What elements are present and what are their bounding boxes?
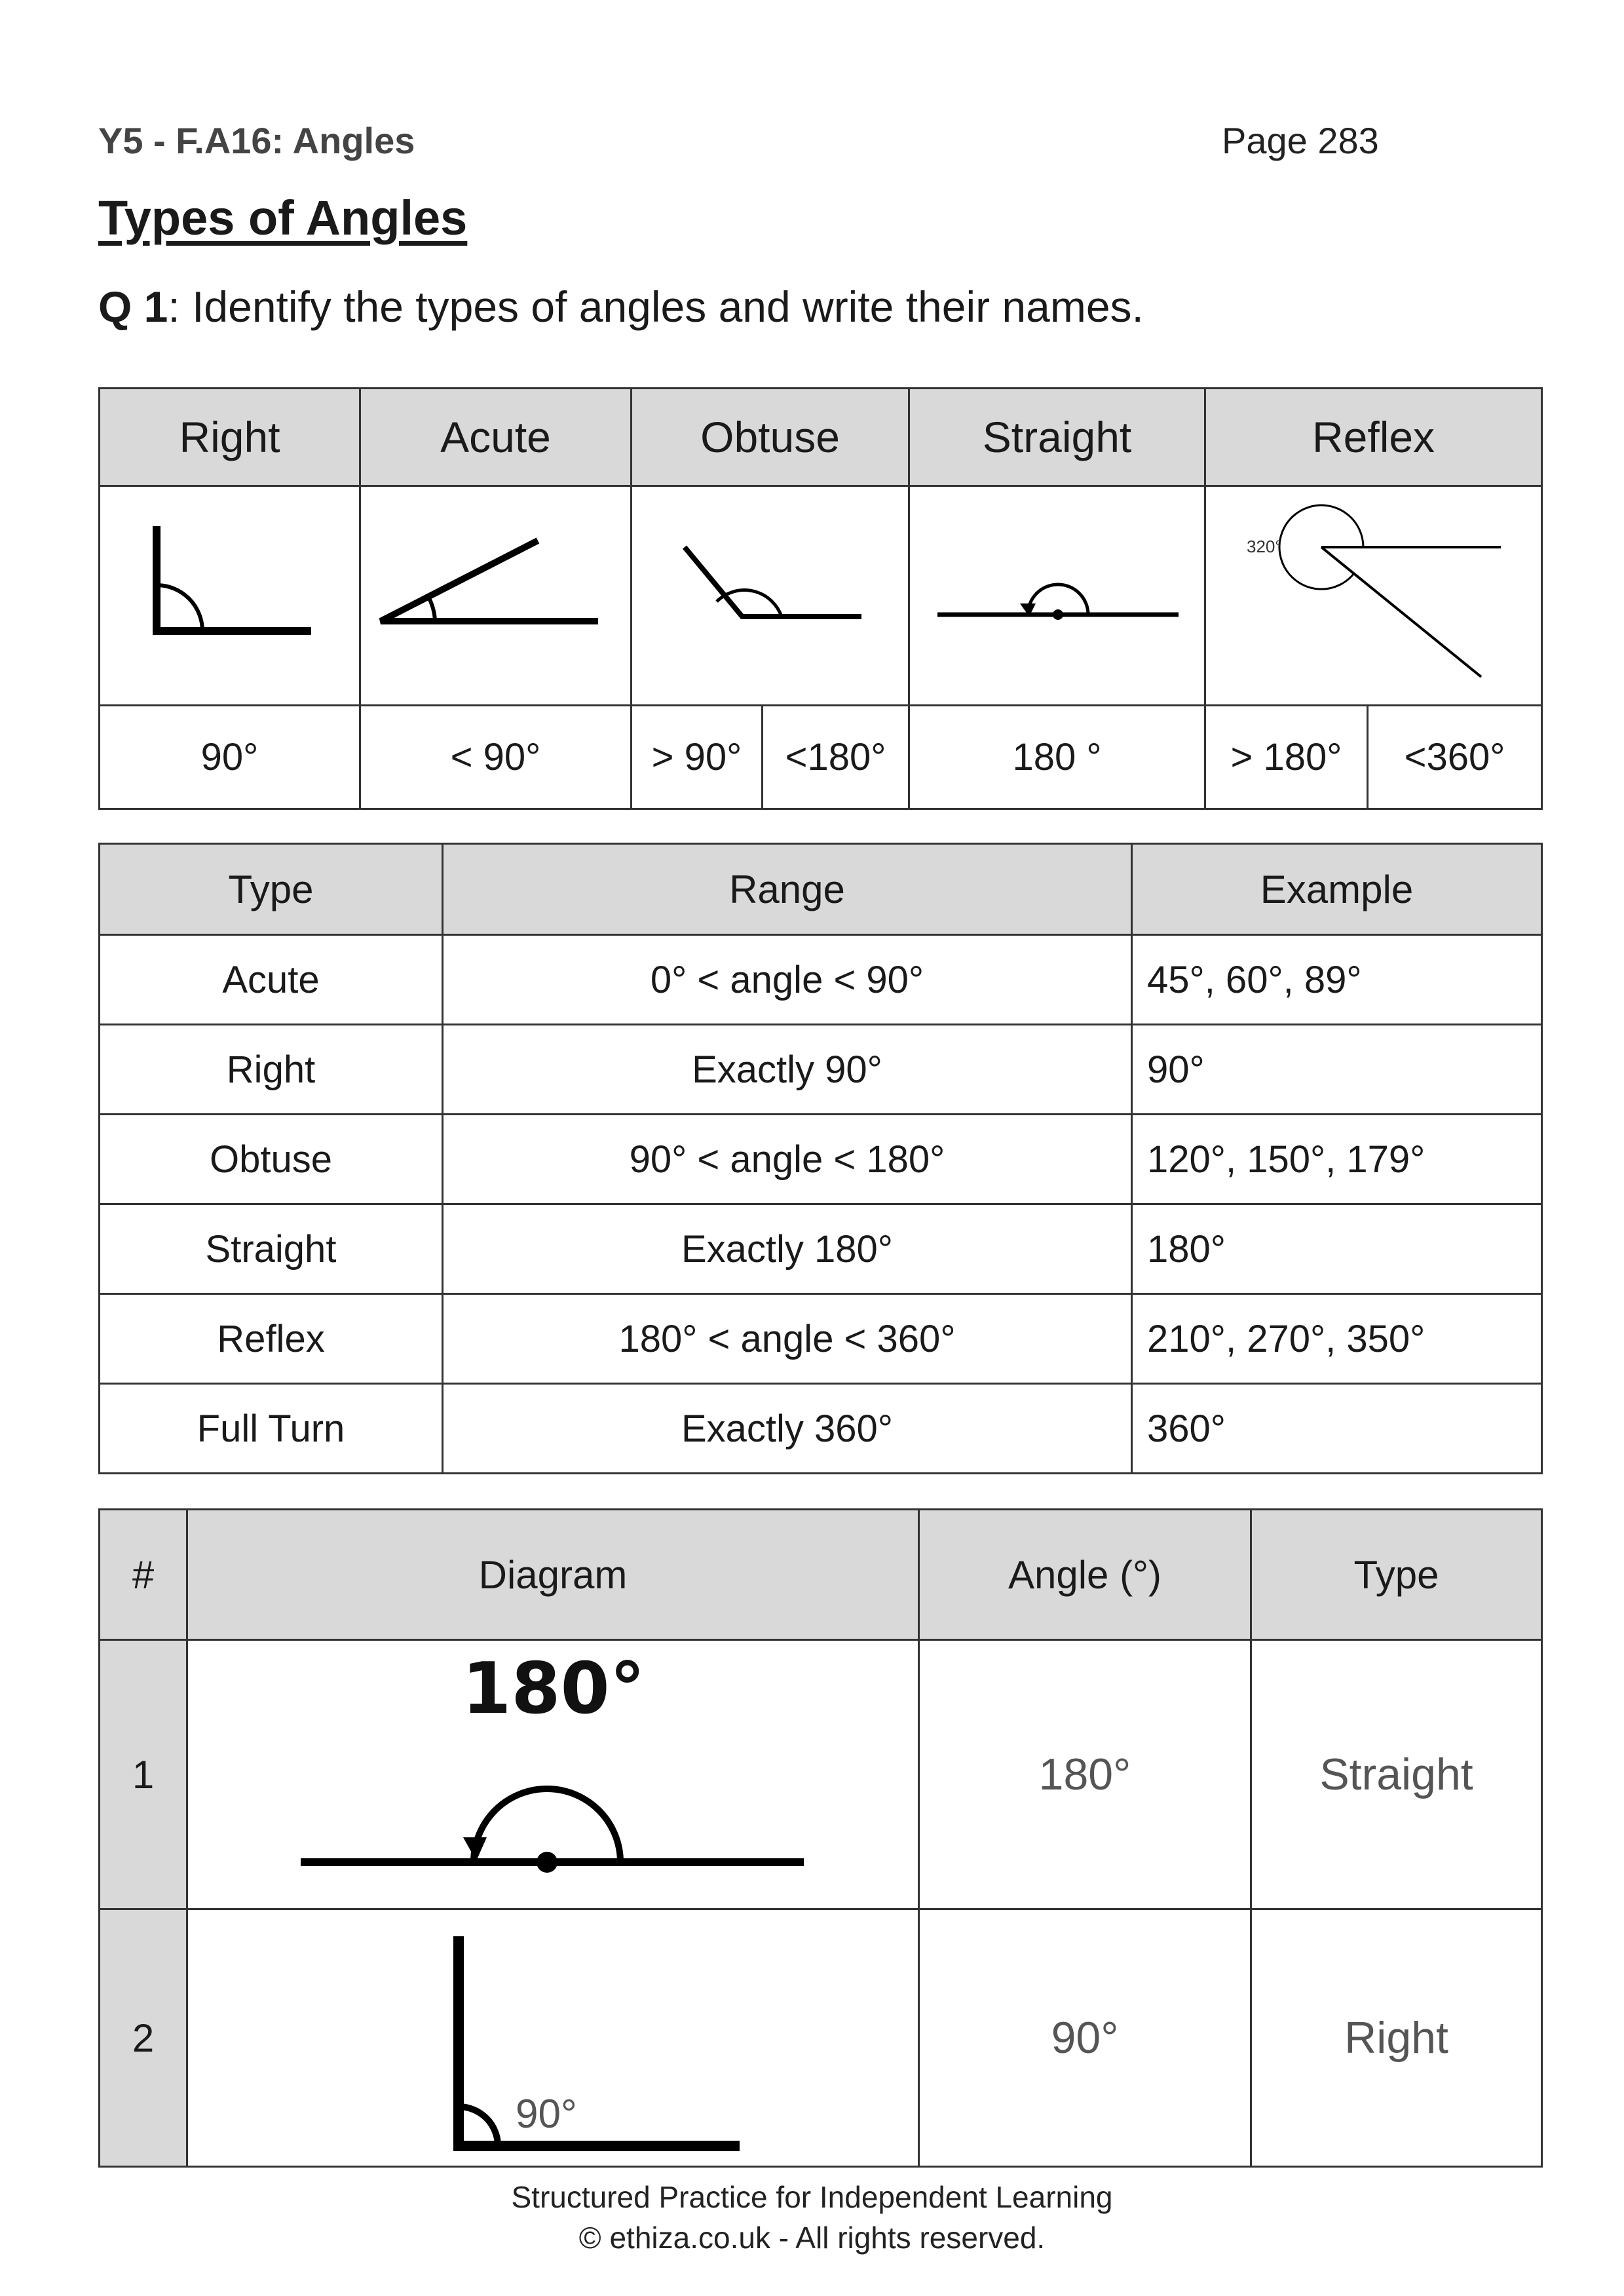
straight-value: 180 ° bbox=[909, 706, 1205, 809]
header-right: Right bbox=[100, 389, 360, 486]
table-row bbox=[100, 1115, 1542, 1204]
reflex-label: 320° bbox=[1247, 537, 1282, 556]
col-number: # bbox=[100, 1510, 187, 1640]
example-cell: 90° bbox=[1132, 1025, 1542, 1115]
range-cell: 180° < angle < 360° bbox=[443, 1294, 1132, 1384]
header-straight: Straight bbox=[909, 389, 1205, 486]
table-row bbox=[100, 1909, 1542, 2167]
answer-type: Straight bbox=[1251, 1640, 1542, 1909]
example-cell: 210°, 270°, 350° bbox=[1132, 1294, 1542, 1384]
row-number: 2 bbox=[100, 1909, 187, 2167]
range-cell: Exactly 90° bbox=[443, 1025, 1132, 1115]
answer-type: Right bbox=[1251, 1909, 1542, 2167]
table-row bbox=[100, 1384, 1542, 1474]
table-row bbox=[100, 1204, 1542, 1294]
straight-angle-diagram bbox=[187, 1640, 919, 1909]
page-title: Types of Angles bbox=[98, 191, 468, 245]
range-cell: Exactly 180° bbox=[443, 1204, 1132, 1294]
example-cell: 45°, 60°, 89° bbox=[1132, 935, 1542, 1025]
angle-range-table bbox=[98, 843, 1543, 1474]
row-number: 1 bbox=[100, 1640, 187, 1909]
example-cell: 180° bbox=[1132, 1204, 1542, 1294]
col-range: Range bbox=[443, 844, 1132, 935]
reflex-angle-figure bbox=[1205, 486, 1542, 706]
footer-copyright: © ethiza.co.uk - All rights reserved. bbox=[578, 2221, 1046, 2255]
table-row bbox=[100, 1640, 1542, 1909]
reflex-min-value: > 180° bbox=[1205, 706, 1368, 809]
diagram-label: 180° bbox=[462, 1648, 645, 1730]
question-1 bbox=[98, 282, 1144, 332]
obtuse-angle-figure bbox=[632, 486, 909, 706]
right-value: 90° bbox=[100, 706, 360, 809]
acute-value: < 90° bbox=[360, 706, 632, 809]
type-cell: Reflex bbox=[100, 1294, 443, 1384]
type-cell: Straight bbox=[100, 1204, 443, 1294]
acute-angle-figure bbox=[360, 486, 632, 706]
right-angle-diagram bbox=[187, 1909, 919, 2167]
answer-angle: 180° bbox=[919, 1640, 1251, 1909]
worksheet-code: Y5 - F.A16: Angles bbox=[98, 120, 415, 161]
page-number: Page 283 bbox=[1222, 120, 1379, 161]
type-cell: Obtuse bbox=[100, 1115, 443, 1204]
header-acute: Acute bbox=[360, 389, 632, 486]
header-reflex: Reflex bbox=[1205, 389, 1542, 486]
table-row bbox=[100, 935, 1542, 1025]
range-cell: Exactly 360° bbox=[443, 1384, 1132, 1474]
table-row bbox=[100, 1294, 1542, 1384]
col-diagram: Diagram bbox=[187, 1510, 919, 1640]
col-type: Type bbox=[100, 844, 443, 935]
range-cell: 90° < angle < 180° bbox=[443, 1115, 1132, 1204]
example-cell: 360° bbox=[1132, 1384, 1542, 1474]
table-row bbox=[100, 1025, 1542, 1115]
diagram-label: 90° bbox=[516, 2092, 577, 2137]
col-type: Type bbox=[1251, 1510, 1542, 1640]
straight-angle-figure bbox=[909, 486, 1205, 706]
obtuse-max-value: <180° bbox=[763, 706, 909, 809]
example-cell: 120°, 150°, 179° bbox=[1132, 1115, 1542, 1204]
col-example: Example bbox=[1132, 844, 1542, 935]
right-angle-figure bbox=[100, 486, 360, 706]
header-obtuse: Obtuse bbox=[632, 389, 909, 486]
obtuse-min-value: > 90° bbox=[632, 706, 763, 809]
type-cell: Right bbox=[100, 1025, 443, 1115]
type-cell: Full Turn bbox=[100, 1384, 443, 1474]
type-cell: Acute bbox=[100, 935, 443, 1025]
col-angle: Angle (°) bbox=[919, 1510, 1251, 1640]
footer-tagline: Structured Practice for Independent Learning bbox=[511, 2180, 1113, 2214]
range-cell: 0° < angle < 90° bbox=[443, 935, 1132, 1025]
answer-angle: 90° bbox=[919, 1909, 1251, 2167]
reflex-max-value: <360° bbox=[1368, 706, 1542, 809]
angle-reference-table bbox=[98, 387, 1543, 810]
question-label: Q 1 bbox=[98, 282, 168, 331]
answer-table bbox=[98, 1508, 1543, 2168]
question-text: : Identify the types of angles and write their names. bbox=[168, 282, 1144, 331]
